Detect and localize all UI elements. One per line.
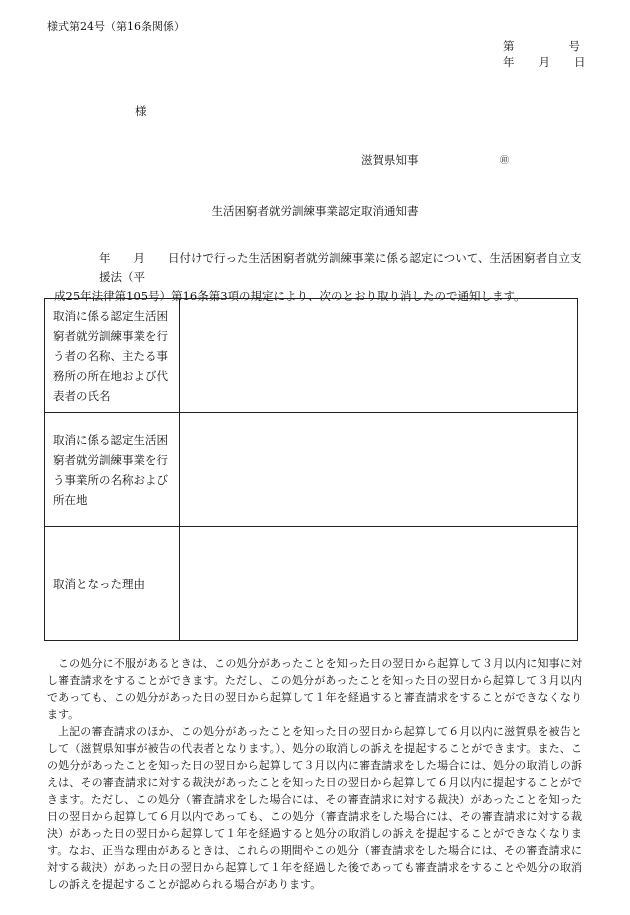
- row-value-facility: [180, 413, 578, 527]
- notice-paragraph-1: この処分に不服があるときは、この処分があったことを知った日の翌日から起算して３月以内に知事に対し審査請求をすることができます。ただし、この処分があったことを知った日の翌日から起算して３月以内であっても、この処分があった日の翌日から起算して１年を経過すると審査請求をすることができなくなります。: [47, 657, 582, 721]
- date-line: [503, 54, 586, 70]
- seal-mark: ㊞: [500, 156, 510, 166]
- row-label-facility: 取消に係る認定生活困窮者就労訓練事業を行う事業所の名称および所在地: [45, 413, 180, 527]
- row-label-operator: 取消に係る認定生活困窮者就労訓練事業を行う者の名称、主たる事務所の所在地および代表者の氏名: [45, 299, 180, 413]
- document-number-suffix: 号: [568, 39, 580, 53]
- document-title: 生活困窮者就労訓練事業認定取消通知書: [211, 204, 419, 218]
- form-number: 様式第24号（第16条関係）: [47, 20, 185, 33]
- intro-line-1: 年 月 日付けで行った生活困窮者就労訓練事業に係る認定について、生活困窮者自立支援法（平: [99, 251, 582, 284]
- detail-table: [44, 298, 578, 641]
- document-number-prefix: 第: [503, 39, 515, 53]
- date-month: 月: [538, 55, 550, 69]
- row-value-operator: [180, 299, 578, 413]
- issuer-name: 滋賀県知事: [361, 153, 419, 167]
- addressee-suffix: 様: [135, 104, 147, 118]
- document-number-line: [503, 38, 580, 54]
- appeal-notice: [47, 655, 582, 893]
- row-label-reason: 取消となった理由: [45, 527, 180, 641]
- date-day: 日: [574, 55, 586, 69]
- table-row: [45, 527, 578, 641]
- date-year: 年: [503, 55, 515, 69]
- notice-paragraph-2: 上記の審査請求のほか、この処分があったことを知った日の翌日から起算して６月以内に滋賀県を被告として（滋賀県知事が被告の代表者となります。）、処分の取消しの訴えを提起することができます。また、この処分があったことを知った日の翌日から起算して３月以内に審査請求をした場合には、処分の取消しの訴えは、その審査請求に対する裁決があったことを知った日の翌日から起算して６月以内に提起することができます。ただし、この処分（審査請求をした場合には、その審査請求に対する裁決）があったことを知った日の翌日から起算して６月以内であっても、この処分（審査請求をした場合には、その審査請求に対する裁決）があった日の翌日から起算して１年を経過すると処分の取消しの訴えを提起することができなくなります。なお、正当な理由があるときは、これらの期間やこの処分（審査請求をした場合には、その審査請求に対する裁決）があった日の翌日から起算して１年を経過した後であっても審査請求をすることや処分の取消しの訴えを提起することが認められる場合があります。: [47, 725, 582, 891]
- table-row: [45, 413, 578, 527]
- intro-line-2: 成25年法律第105号）第16条第3項の規定により、次のとおり取り消したので通知します。: [54, 289, 526, 303]
- row-value-reason: [180, 527, 578, 641]
- table-row: [45, 299, 578, 413]
